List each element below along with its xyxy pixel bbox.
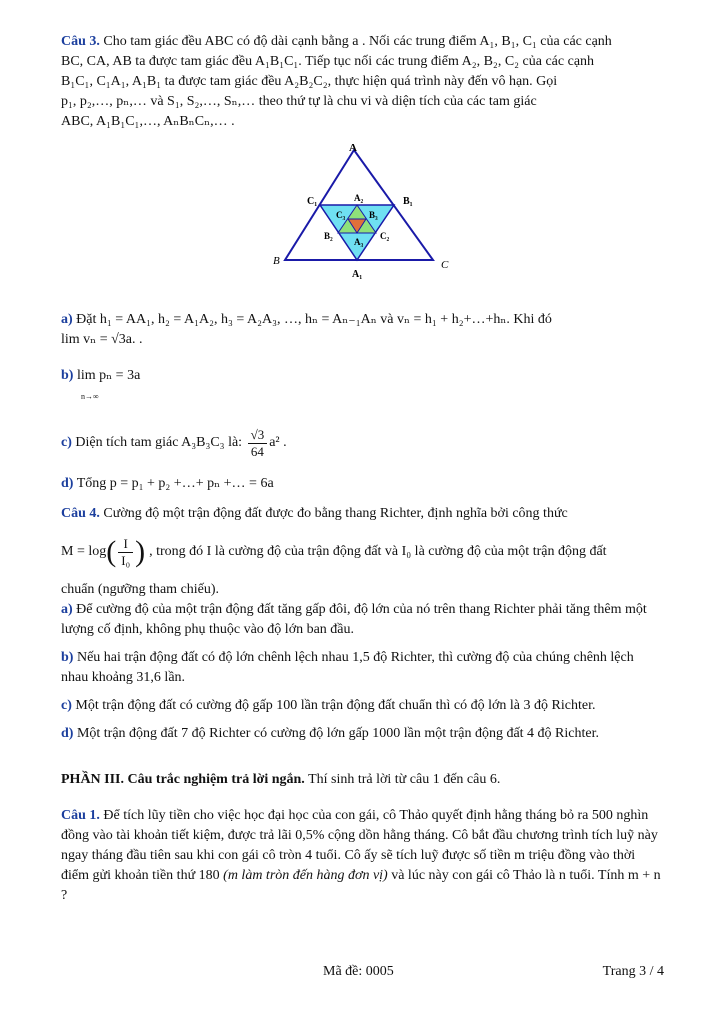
q3-line5: ABC, A₁B₁C₁,…, AₙBₙCₙ,… .: [61, 114, 235, 129]
label-C1: C₁: [307, 196, 318, 207]
q4-d-text: Một trận động đất 7 độ Richter có cường độ lớn gấp 1000 lần một trận động đất 4 độ Richter.: [76, 726, 599, 741]
q4-b-label: b): [61, 650, 74, 665]
exam-code: Mã đề: 0005: [323, 964, 394, 979]
label-B1: B₁: [403, 196, 413, 207]
q3-line4: p₁, p₂,…, pₙ,… và S₁, S₂,…, Sₙ,… theo thứ tự là chu vi và diện tích của các tam giác: [61, 94, 537, 109]
q1-text: Để tích lũy tiền cho việc học đại học của con gái, cô Thảo quyết định hằng tháng bỏ ra 500 nghìn đồng vào tài khoản tiết kiệm, được trả lãi 0,5% cộng dồn hằng tháng. Cô bắt đầu chương trình tích luỹ này ngay tháng đầu tiên sau khi con gái cô tròn 4 tuổi. Cô ấy sẽ tích luỹ được số tiền m triệu đồng vào thời điểm gửi khoản tiền thứ 180: [61, 808, 658, 883]
q4-item-a: [61, 600, 661, 640]
q4-item-b: [61, 648, 661, 688]
label-B3: B₃: [369, 210, 378, 220]
page-content: [61, 32, 661, 906]
q4-d-label: d): [61, 726, 74, 741]
q1-italic-note: (m làm tròn đến hàng đơn vị): [223, 868, 388, 883]
q4-line-after: chuẩn (ngưỡng tham chiếu).: [61, 582, 220, 597]
page-number: Trang 3 / 4: [602, 964, 664, 979]
q4-item-d: [61, 724, 661, 744]
label-B: B: [273, 255, 280, 267]
q3-c-label: c): [61, 435, 72, 450]
q4-formula-num: I: [118, 536, 133, 553]
q3-c-num: √3: [248, 427, 268, 444]
q3-b-text: lim pₙ = 3a: [76, 368, 141, 383]
label-B2: B₂: [324, 231, 333, 241]
q1-body: [61, 806, 661, 906]
q3-a-label: a): [61, 312, 73, 327]
q3-label: Câu 3.: [61, 34, 100, 49]
triangle-figure: [61, 138, 661, 308]
part3-subtitle: Thí sinh trả lời từ câu 1 đến câu 6.: [308, 772, 501, 787]
label-A1: A₁: [352, 269, 363, 280]
q3-line1: [61, 32, 661, 52]
label-A: A: [349, 142, 357, 154]
q4-formula-row: M = log ( $\frac{I}{\text{I₀}}$ ) , trong đó I là cường độ của trận động đất và I₀ là cường độ của một trận động đất: [61, 535, 607, 568]
label-A2: A₂: [354, 193, 364, 203]
q3-d-label: d): [61, 476, 74, 491]
q1-label: Câu 1.: [61, 808, 100, 823]
q4-a-text: Để cường độ của một trận động đất tăng gấp đôi, độ lớn của nó trên thang Richter phải tăng thêm một lượng cố định, không phụ thuộc vào độ lớn ban đầu.: [61, 602, 647, 637]
q3-c-den: 64: [250, 443, 264, 459]
q3-item-a-cont: lim vₙ = √3a. .: [61, 332, 143, 347]
q3-line3: B₁C₁, C₁A₁, A₁B₁ ta được tam giác đều A₂B₂C₂, thực hiện quá trình này đến vô hạn. Gọi: [61, 74, 558, 89]
label-C: C: [441, 259, 449, 271]
q3-item-d: [61, 474, 661, 494]
q3-item-b: [61, 366, 661, 406]
q4-b-text: Nếu hai trận động đất có độ lớn chênh lệch nhau 1,5 độ Richter, thì cường độ của chúng chênh lệch nhau khoảng 31,6 lần.: [61, 650, 634, 685]
q4-label: Câu 4.: [61, 506, 100, 521]
q4-formula-den: I₀: [121, 552, 131, 568]
part3-title: PHẦN III. Câu trắc nghiệm trả lời ngắn.: [61, 772, 305, 787]
q4-formula-left: M = log: [61, 544, 107, 559]
q4-item-c: [61, 696, 661, 716]
label-A3: A₃: [354, 237, 364, 247]
q3-item-c: [61, 422, 661, 464]
q3-text-1: Cho tam giác đều ABC có độ dài cạnh bằng a . Nối các trung điểm A₁, B₁, C₁ của các cạnh: [103, 34, 612, 49]
label-C3: C₃: [336, 210, 346, 220]
q4-formula-right: , trong đó I là cường độ của trận động đất và I₀ là cường độ của một trận động đất: [149, 544, 607, 559]
q3-line2: BC, CA, AB ta được tam giác đều A₁B₁C₁. Tiếp tục nối các trung điểm A₂, B₂, C₂ của các cạnh: [61, 54, 595, 69]
q4-c-text: Một trận động đất có cường độ gấp 100 lần trận động đất chuẩn thì có độ lớn là 3 độ Richter.: [75, 698, 596, 713]
q3-a-text: Đặt h₁ = AA₁, h₂ = A₁A₂, h₃ = A₂A₃, …, hₙ = Aₙ₋₁Aₙ và vₙ = h₁ + h₂+…+hₙ. Khi đó: [76, 312, 552, 327]
q3-b-label: b): [61, 368, 74, 383]
q4-intro: [61, 504, 661, 524]
q4-a-label: a): [61, 602, 73, 617]
q3-item-a: [61, 310, 661, 330]
q3-d-text: Tổng p = p₁ + p₂ +…+ pₙ +… = 6a: [76, 476, 274, 491]
label-C2: C₂: [380, 231, 390, 241]
q4-intro-text: Cường độ một trận động đất được đo bằng thang Richter, định nghĩa bởi công thức: [103, 506, 568, 521]
nested-triangles-diagram: [261, 138, 461, 308]
q4-c-label: c): [61, 698, 72, 713]
q3-c-fraction: [248, 427, 268, 460]
q4-formula-fraction: [118, 536, 133, 569]
part3-heading: [61, 770, 661, 790]
q3-b-sub: n→∞: [81, 392, 99, 401]
q3-c-text: Diện tích tam giác A₃B₃C₃ là:: [75, 435, 243, 450]
q3-c-after: a² .: [269, 435, 287, 450]
q1-text-end: và lúc này con gái cô Thảo là n tuổi. Tính m + n ?: [61, 868, 661, 903]
